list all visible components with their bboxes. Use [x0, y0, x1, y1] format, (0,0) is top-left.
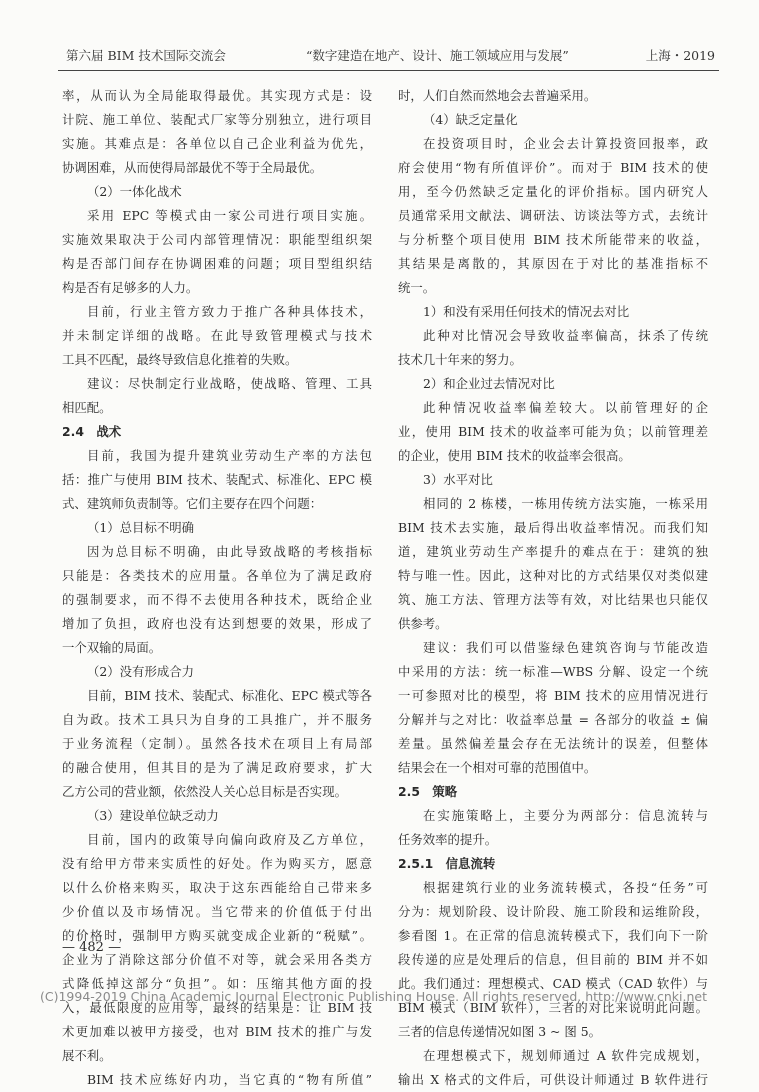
right-column-text-line: 中采用的方法：统一标准—WBS 分解、设定一个统 — [398, 664, 708, 679]
running-header — [58, 46, 719, 68]
left-column-text-line: 建议：尽快制定行业战略，使战略、管理、工具 — [87, 376, 372, 391]
right-column-section-heading: 2.5.1 信息流转 — [398, 856, 496, 871]
right-column-text-line: 3）水平对比 — [423, 472, 493, 487]
right-column-text-line: 道，建筑业劳动生产率提升的难点在于：建筑的独 — [398, 544, 708, 559]
left-column-text-line: 展不利。 — [62, 1048, 112, 1063]
right-column-text-line: 的企业，使用 BIM 技术的收益率会很高。 — [398, 448, 631, 463]
left-column-text-line: 括：推广与使用 BIM 技术、装配式、标准化、EPC 模 — [62, 472, 372, 487]
right-column-text-line: 业，使用 BIM 技术的收益率可能为负；以前管理差 — [398, 424, 708, 439]
left-column-text-line: 的融合使用，但其目的是为了满足政府要求，扩大 — [62, 760, 372, 775]
left-column-text-line: 构是否部门间存在协调困难的问题；项目型组织结 — [62, 256, 372, 271]
left-column-text-line: 乙方公司的营业额，依然没人关心总目标是否实现。 — [62, 784, 347, 799]
left-column-text-line: （1）总目标不明确 — [87, 520, 195, 535]
right-column-section-heading: 2.5 策略 — [398, 784, 458, 799]
header-rule — [58, 70, 719, 71]
right-column-text-line: 差量。虽然偏差量会存在无法统计的误差，但整体 — [398, 736, 708, 751]
right-column-text-line: 分为：规划阶段、设计阶段、施工阶段和运维阶段， — [398, 904, 708, 919]
left-column-text-line: 只能是：各类技术的应用量。各单位为了满足政府 — [62, 568, 372, 583]
right-column-text-line: 分解并与之对比：收益率总量 = 各部分的收益 ± 偏 — [398, 712, 708, 727]
header-conference: 第六届 BIM 技术国际交流会 — [66, 48, 226, 63]
left-column-text-line: 一个双输的局面。 — [62, 640, 162, 655]
left-column-text-line: 采用 EPC 等模式由一家公司进行项目实施。 — [87, 208, 372, 223]
right-column-text-line: 筑、施工方法、管理方法等有效，对比结果也只能仅 — [398, 592, 708, 607]
copyright-footer: (C)1994-2019 China Academic Journal Electronic Publishing House. All rights reserved. http://www.cnki.net — [40, 989, 707, 1004]
left-column-text-line: （3）建设单位缺乏动力 — [87, 808, 219, 823]
left-column-text-line: 式、建筑师负责制等。它们主要存在四个问题： — [62, 496, 323, 511]
right-column-text-line: 在理想模式下，规划师通过 A 软件完成规划， — [423, 1048, 708, 1063]
left-column-text-line: 实施效果取决于公司内部管理情况：职能型组织架 — [62, 232, 372, 247]
left-column-text-line: 的强制要求，而不得不去使用各种技术，既给企业 — [62, 592, 372, 607]
left-column-text-line: BIM 技术应练好内功，当它真的“物有所值” — [87, 1072, 372, 1087]
header-location-year: 上海・2019 — [645, 48, 715, 63]
right-column-text-line: 统一。 — [398, 280, 436, 295]
right-column-text-line: 与分析整个项目使用 BIM 技术所能带来的收益， — [398, 232, 708, 247]
right-column-text-line: 输出 X 格式的文件后，可供设计师通过 B 软件进行 — [398, 1072, 708, 1087]
left-column-text-line: 术更加难以被甲方接受，也对 BIM 技术的推广与发 — [62, 1024, 372, 1039]
right-column-text-line: （4）缺乏定量化 — [423, 112, 518, 127]
left-column-text-line: （2）没有形成合力 — [87, 664, 195, 679]
right-column-text-line: 其结果是离散的，其原因在于对比的基准指标不 — [398, 256, 708, 271]
right-column-text-line: 府会使用“物有所值评价”。而对于 BIM 技术的使 — [398, 160, 708, 175]
left-column-text-line: 入，最低限度的应用等，最终的结果是：让 BIM 技 — [62, 1000, 372, 1015]
right-column-text-line: 2）和企业过去情况对比 — [423, 376, 555, 391]
left-column-section-heading: 2.4 战术 — [62, 424, 122, 439]
left-column-text-line: 少价值以及市场情况。当它带来的价值低于付出 — [62, 904, 372, 919]
left-column-text-line: 自为政。技术工具只为自身的工具推广，并不服务 — [62, 712, 372, 727]
right-column-text-line: 一可参照对比的模型，将 BIM 技术的应用情况进行 — [398, 688, 708, 703]
left-column-text-line: 计院、施工单位、装配式厂家等分别独立，进行项目 — [62, 112, 372, 127]
left-column-text-line: 企业为了消除这部分价值不对等，就会采用各类方 — [62, 952, 372, 967]
right-column-text-line: 根据建筑行业的业务流转模式，各投“任务”可 — [423, 880, 708, 895]
left-column-text-line: 相匹配。 — [62, 400, 112, 415]
header-theme: “数字建造在地产、设计、施工领域应用与发展” — [306, 48, 569, 63]
left-column-text-line: 率，从而认为全局能取得最优。其实现方式是：设 — [62, 88, 372, 103]
left-column-text-line: 的价格时，强制甲方购买就变成企业新的“税赋”。 — [62, 928, 372, 943]
right-column-text-line: 1）和没有采用任何技术的情况去对比 — [423, 304, 630, 319]
right-column-text-line: 在投资项目时，企业会去计算投资回报率，政 — [423, 136, 708, 151]
left-column-text-line: 目前，国内的政策导向偏向政府及乙方单位， — [87, 832, 372, 847]
right-column-text-line: 员通常采用文献法、调研法、访谈法等方式，去统计 — [398, 208, 708, 223]
right-column-text-line: 此种对比情况会导致收益率偏高，抹杀了传统 — [423, 328, 708, 343]
right-column-text-line: 任务效率的提升。 — [398, 832, 498, 847]
left-column-text-line: 构是否有足够多的人力。 — [62, 280, 199, 295]
left-column-text-line: （2）一体化战术 — [87, 184, 182, 199]
left-column-text-line: 目前，我国为提升建筑业劳动生产率的方法包 — [87, 448, 372, 463]
left-column-text-line: 于业务流程（定制）。虽然各技术在项目上有局部 — [62, 736, 372, 751]
right-column-text-line: 此。我们通过：理想模式、CAD 模式（CAD 软件）与 — [398, 976, 708, 991]
left-column-text-line: 式降低掉这部分“负担”。如：压缩其他方面的投 — [62, 976, 372, 991]
page-number: — 482 — — [62, 940, 122, 955]
right-column-text-line: 用，至今仍然缺乏定量化的评价指标。国内研究人 — [398, 184, 708, 199]
right-column-text-line: 时，人们自然而然地会去普遍采用。 — [398, 88, 597, 103]
right-column-text-line: 段传递的应是处理后的信息，但目前的 BIM 并不如 — [398, 952, 708, 967]
left-column-text-line: 因为总目标不明确，由此导致战略的考核指标 — [87, 544, 372, 559]
right-column-text-line: 供参考。 — [398, 616, 448, 631]
right-column-text-line: 结果会在一个相对可靠的范围值中。 — [398, 760, 597, 775]
right-column-text-line: 技术几十年来的努力。 — [398, 352, 522, 367]
left-column-text-line: 没有给甲方带来实质性的好处。作为购买方，愿意 — [62, 856, 372, 871]
right-column-text-line: 特与唯一性。因此，这种对比的方式结果仅对类似建 — [398, 568, 708, 583]
left-column-text-line: 增加了负担，政府也没有达到想要的效果，形成了 — [62, 616, 372, 631]
right-column-text-line: 参看图 1。在正常的信息流转模式下，我们向下一阶 — [398, 928, 708, 943]
right-column-text-line: 此种情况收益率偏差较大。以前管理好的企 — [423, 400, 708, 415]
left-column-text-line: 目前，行业主管方致力于推广各种具体技术， — [87, 304, 372, 319]
left-column-text-line: 协调困难，从而使得局部最优不等于全局最优。 — [62, 160, 323, 175]
right-column-text-line: 在实施策略上，主要分为两部分：信息流转与 — [423, 808, 708, 823]
right-column-text-line: BIM 技术去实施，最后得出收益率情况。而我们知 — [398, 520, 708, 535]
right-column-text-line: 建议：我们可以借鉴绿色建筑咨询与节能改造 — [423, 640, 708, 655]
right-column-text-line: 三者的信息传递情况如图 3 ~ 图 5。 — [398, 1024, 601, 1039]
right-column-text-line: BIM 模式（BIM 软件），三者的对比来说明此问题。 — [398, 1000, 708, 1015]
left-column-text-line: 并未制定详细的战略。在此导致管理模式与技术 — [62, 328, 372, 343]
left-column-text-line: 工具不匹配，最终导致信息化推着的失败。 — [62, 352, 298, 367]
left-column-text-line: 以什么价格来购买，取决于这东西能给自己带来多 — [62, 880, 372, 895]
left-column-text-line: 实施。其难点是：各单位以自己企业利益为优先， — [62, 136, 372, 151]
left-column-text-line: 目前，BIM 技术、装配式、标准化、EPC 模式等各 — [87, 688, 372, 703]
right-column-text-line: 相同的 2 栋楼，一栋用传统方法实施，一栋采用 — [423, 496, 708, 511]
